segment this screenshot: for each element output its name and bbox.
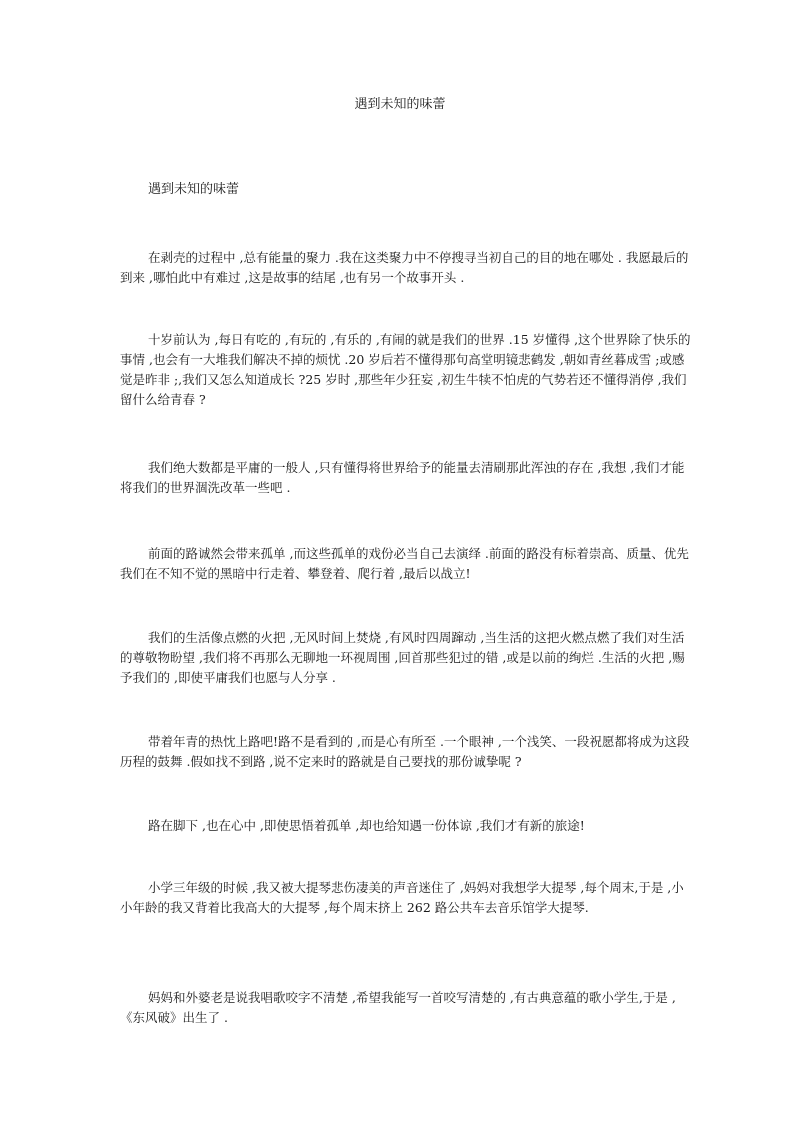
document-title: 遇到未知的味蕾 — [354, 97, 446, 112]
paragraph: 带着年青的热忱上路吧!路不是看到的 ,而是心有所至 .一个眼神 ,一个浅笑、一段祝愿都将成为这段历程的鼓舞 .假如找不到路 ,说不定来时的路就是自己要找的那份诚挚呢 ? — [120, 734, 690, 769]
paragraph: 路在脚下 ,也在心中 ,即使思悟着孤单 ,却也给知遇一份体谅 ,我们才有新的旅途! — [148, 818, 585, 833]
document-subtitle: 遇到未知的味蕾 — [148, 182, 240, 197]
paragraph: 妈妈和外婆老是说我唱歌咬字不清楚 ,希望我能写一首咬写清楚的 ,有古典意蕴的歌小学生,于是 ,《东风破》出生了 . — [120, 990, 676, 1025]
paragraph: 前面的路诚然会带来孤单 ,而这些孤单的戏份必当自己去演绎 .前面的路没有标着崇高、质量、优先我们在不知不觉的黑暗中行走着、攀登着、爬行着 ,最后以战立! — [120, 546, 689, 581]
paragraph: 我们绝大数都是平庸的一般人 ,只有懂得将世界给予的能量去清刷那此浑浊的存在 ,我想 ,我们才能将我们的世界涸洗改革一些吧 . — [120, 460, 685, 495]
paragraph: 我们的生活像点燃的火把 ,无风时间上焚烧 ,有风时四周蹿动 ,当生活的这把火燃点燃了我们对生活的尊敬物盼望 ,我们将不再那么无聊地一环视周围 ,回首那些犯过的错 ,或是以前的绚烂 .生活的火把 ,赐予我们的 ,即使平庸我们也愿与人分享 . — [120, 630, 685, 685]
paragraph: 在剥壳的过程中 ,总有能量的聚力 .我在这类聚力中不停搜寻当初自己的目的地在哪处 . 我愿最后的到来 ,哪怕此中有难过 ,这是故事的结尾 ,也有另一个故事开头 . — [120, 250, 689, 285]
paragraph: 十岁前认为 ,每日有吃的 ,有玩的 ,有乐的 ,有闹的就是我们的世界 .15 岁懂得 ,这个世界除了快乐的事情 ,也会有一大堆我们解决不掉的烦忧 .20 岁后若不懂得那句高堂明镜悲鹤发 ,朝如青丝暮成雪 ;或感觉是昨非 ;,我们又怎么知道成长 ?25 岁时 ,那些年少狂妄 ,初生牛犊不怕虎的气势若还不懂得消停 ,我们留什么给青春 ? — [120, 332, 691, 407]
paragraph: 小学三年级的时候 ,我又被大提琴悲伤凄美的声音迷住了 ,妈妈对我想学大提琴 ,每个周末,于是 ,小小年龄的我又背着比我高大的大提琴 ,每个周末挤上 262 路公共车去音乐馆学大提琴. — [120, 880, 684, 915]
